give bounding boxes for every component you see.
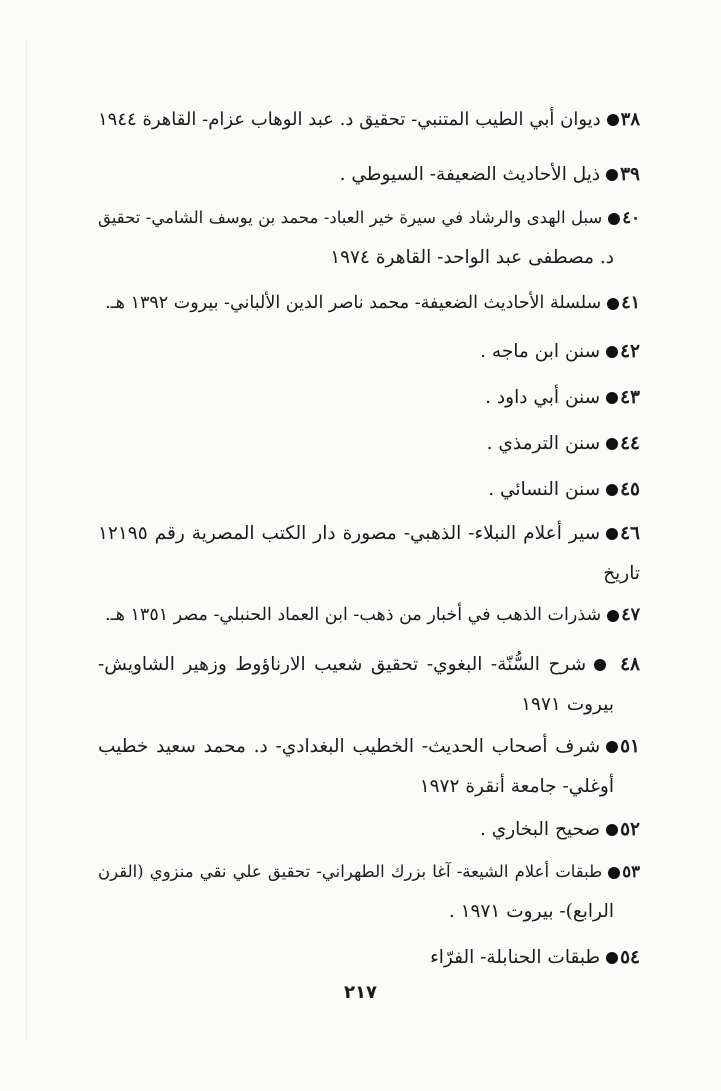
entry-text: سنن أبي داود . [485, 387, 601, 408]
entry-text: سير أعلام النبلاء- الذهبي- مصورة دار الكتب المصرية رقم ١٢١٩٥ [98, 523, 601, 544]
entry-text: سنن ابن ماجه . [480, 341, 601, 362]
entry-number: ٤٥ [620, 479, 640, 500]
entry-number: ٤٠ [622, 208, 640, 227]
bullet-icon [606, 169, 618, 181]
bibliography-entry [98, 332, 640, 372]
entry-text: سنن الترمذي . [486, 433, 601, 454]
bibliography-entry [98, 810, 640, 850]
bibliography-entry [98, 514, 640, 594]
bullet-icon [606, 824, 618, 836]
entry-text: ديوان أبي الطيب المتنبي- تحقيق د. عبد الوهاب عزام- القاهرة ١٩٤٤ [98, 109, 601, 130]
entry-number: ٤٤ [620, 433, 640, 454]
entry-text: شذرات الذهب في أخبار من ذهب- ابن العماد الحنبلي- مصر ١٣٥١ هـ. [105, 605, 602, 625]
bullet-icon [608, 213, 620, 225]
entry-continuation: أوغلي- جامعة أنقرة ١٩٧٢ [419, 776, 614, 797]
entry-text: طبقات الحنابلة- الفرّاء [430, 947, 601, 968]
entry-continuation: د. مصطفى عبد الواحد- القاهرة ١٩٧٤ [330, 247, 614, 268]
entry-number: ٤٢ [620, 341, 640, 362]
bullet-icon [607, 298, 619, 310]
entry-text: شرح السُّنّة- البغوي- تحقيق شعيب الارناؤوط وزهير الشاويش- [98, 654, 587, 675]
bibliography-entry [98, 424, 640, 464]
bullet-icon [607, 610, 619, 622]
bullet-icon [606, 484, 618, 496]
bibliography-entry [98, 100, 640, 140]
entry-number: ٥٣ [622, 862, 640, 881]
bullet-icon [594, 659, 606, 671]
bullet-icon [606, 952, 618, 964]
entry-text: سبل الهدى والرشاد في سيرة خير العباد- محمد بن يوسف الشامي- تحقيق [98, 208, 603, 227]
entry-continuation: بيروت ١٩٧١ [521, 694, 614, 715]
entry-text: طبقات أعلام الشيعة- آغا بزرك الطهراني- تحقيق علي نقي منزوي (القرن [98, 862, 603, 881]
page-edge-line [26, 40, 27, 1040]
entry-number: ٤٦ [620, 523, 640, 544]
bullet-icon [606, 438, 618, 450]
bibliography-entry [98, 283, 640, 323]
entry-continuation: تاريخ [603, 563, 640, 584]
entry-number: ٥٢ [620, 819, 640, 840]
entry-text: صحيح البخاري . [479, 819, 601, 840]
entry-text: سلسلة الأحاديث الضعيفة- محمد ناصر الدين الألباني- بيروت ١٣٩٢ هـ. [105, 293, 602, 313]
bibliography-entry [98, 727, 640, 807]
bibliography-entry [98, 595, 640, 635]
bullet-icon [606, 392, 618, 404]
bibliography-entry [98, 852, 640, 932]
bullet-icon [606, 346, 618, 358]
bullet-icon [607, 114, 619, 126]
entry-text: شرف أصحاب الحديث- الخطيب البغدادي- د. محمد سعيد خطيب [98, 736, 601, 757]
entry-continuation: الرابع)- بيروت ١٩٧١ . [448, 901, 614, 922]
entry-number: ٥١ [620, 736, 640, 757]
bibliography-entry [98, 378, 640, 418]
bibliography-entry [98, 645, 640, 725]
bibliography-entry [98, 938, 640, 978]
bibliography-entry [98, 198, 640, 278]
bibliography-entry [98, 155, 640, 195]
entry-number: ٤١ [621, 293, 640, 313]
entry-text: ذيل الأحاديث الضعيفة- السيوطي . [339, 164, 601, 185]
entry-number: ٣٨ [620, 109, 640, 130]
bullet-icon [606, 741, 618, 753]
entry-number: ٥٤ [620, 947, 640, 968]
entry-number: ٤٣ [620, 387, 640, 408]
entry-number: ٤٧ [621, 605, 640, 625]
bullet-icon [606, 528, 618, 540]
entry-number: ٤٨ [620, 654, 640, 675]
entry-text: سنن النسائي . [488, 479, 601, 500]
page-number: ٢١٧ [344, 982, 377, 1003]
bibliography-entry [98, 470, 640, 510]
entry-number: ٣٩ [620, 164, 640, 185]
bullet-icon [608, 867, 620, 879]
